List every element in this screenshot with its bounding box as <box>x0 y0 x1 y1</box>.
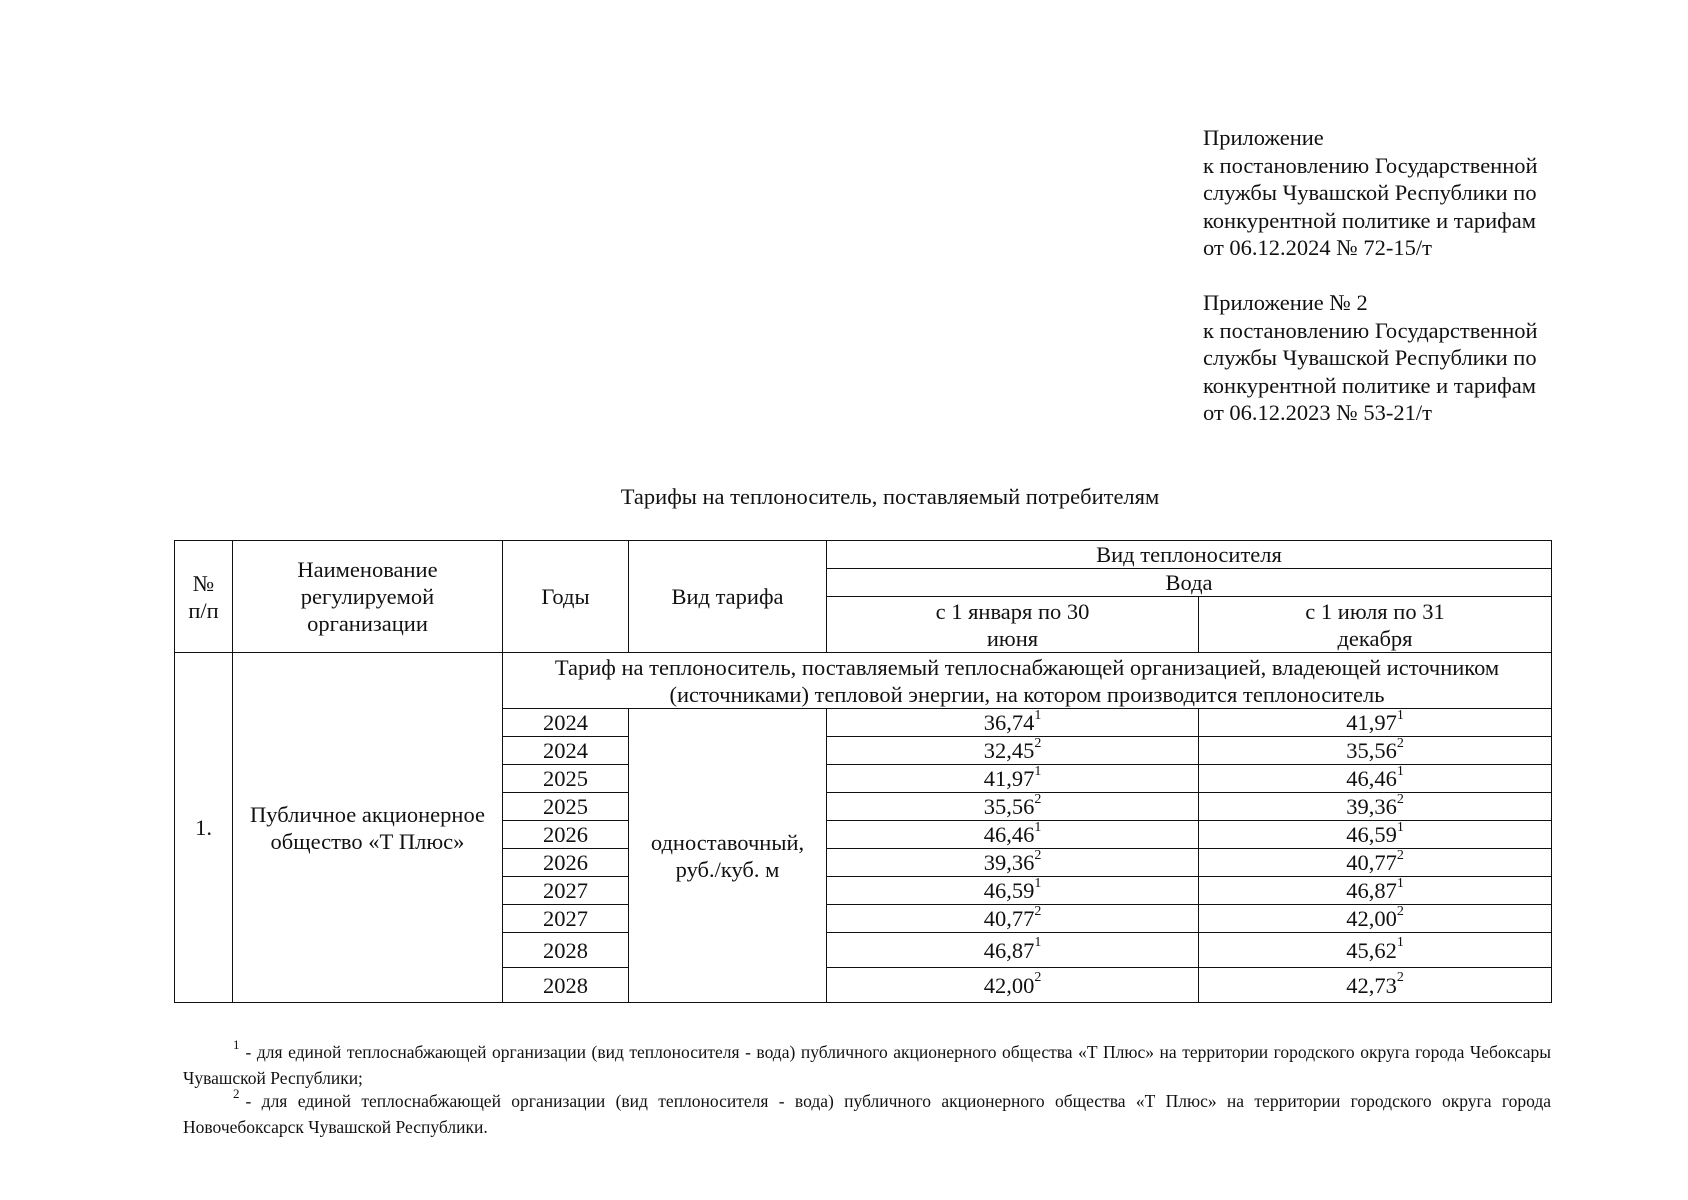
tariff-h2-cell <box>1199 737 1552 765</box>
tariff-value: 46,59 <box>983 878 1035 903</box>
footnote-ref: 1 <box>1396 764 1404 779</box>
tariff-h1-cell <box>827 793 1199 821</box>
tariff-value: 40,77 <box>1346 850 1397 875</box>
organization-name: Публичное акционерное общество «Т Плюс» <box>233 653 503 1003</box>
tariff-h2-cell <box>1199 849 1552 877</box>
footnote-ref: 2 <box>1396 970 1404 985</box>
header-period-2: с 1 июля по 31 декабря <box>1199 597 1552 653</box>
footnote-ref: 1 <box>1396 935 1404 950</box>
tariff-value: 46,59 <box>1346 822 1397 847</box>
footnote-ref: 1 <box>1396 708 1404 723</box>
tariff-value: 42,00 <box>983 972 1035 998</box>
appendix-line: службы Чувашской Республики по <box>1203 345 1537 370</box>
footnote-mark: 2 <box>233 1086 240 1101</box>
footnote-mark: 1 <box>233 1037 240 1052</box>
tariff-value: 42,73 <box>1346 972 1397 998</box>
tariff-value: 36,74 <box>983 710 1035 735</box>
header-carrier-type: Вид теплоносителя <box>827 541 1552 569</box>
footnote-ref: 2 <box>1396 736 1404 751</box>
tariff-value: 45,62 <box>1346 937 1397 963</box>
tariff-value: 42,00 <box>1346 906 1397 931</box>
year-cell: 2025 <box>503 765 629 793</box>
footnote-ref: 1 <box>1034 764 1042 779</box>
appendix-line: конкурентной политике и тарифам <box>1203 372 1536 398</box>
footnote <box>183 1037 1551 1091</box>
tariff-h1-cell <box>827 877 1199 905</box>
appendix-line: к постановлению Государственной <box>1203 317 1538 343</box>
footnote-ref: 2 <box>1034 792 1042 807</box>
header-number: № п/п <box>175 541 233 653</box>
tariff-h2-cell <box>1199 968 1552 1003</box>
tariff-value: 46,87 <box>983 937 1035 963</box>
footnote-ref: 2 <box>1396 904 1404 919</box>
year-cell: 2027 <box>503 877 629 905</box>
tariff-h1-cell <box>827 821 1199 849</box>
footnote <box>183 1086 1551 1140</box>
footnote-ref: 1 <box>1034 820 1042 835</box>
appendix-line: конкурентной политике и тарифам <box>1203 207 1536 233</box>
footnote-ref: 1 <box>1034 935 1042 950</box>
page-title: Тарифы на теплоноситель, поставляемый потребителям <box>620 484 1160 509</box>
appendix-line: от 06.12.2023 № 53-21/т <box>1203 400 1432 425</box>
tariff-h1-cell <box>827 709 1199 737</box>
footnote-ref: 1 <box>1034 876 1042 891</box>
year-cell: 2026 <box>503 821 629 849</box>
footnote-ref: 1 <box>1396 876 1404 891</box>
year-cell: 2026 <box>503 849 629 877</box>
tariff-value: 32,45 <box>983 738 1035 763</box>
header-years: Годы <box>503 541 629 653</box>
tariff-h2-cell <box>1199 933 1552 968</box>
tariff-value: 46,87 <box>1346 878 1397 903</box>
tariff-table <box>174 540 1552 1003</box>
appendix-line: Приложение № 2 <box>1203 290 1368 315</box>
footnote-ref: 2 <box>1034 970 1042 985</box>
header-water: Вода <box>827 569 1552 597</box>
tariff-h2-cell <box>1199 709 1552 737</box>
header-organization: Наименование регулируемой организации <box>233 541 503 653</box>
tariff-value: 39,36 <box>983 850 1035 875</box>
tariff-value: 46,46 <box>1346 766 1397 791</box>
section-description: Тариф на теплоноситель, поставляемый теплоснабжающей организацией, владеющей источником (источниками) тепловой энергии, на котором производится теплоноситель <box>503 653 1552 709</box>
footnote-ref: 2 <box>1034 848 1042 863</box>
tariff-h1-cell <box>827 905 1199 933</box>
footnote-ref: 2 <box>1034 736 1042 751</box>
year-cell: 2024 <box>503 709 629 737</box>
tariff-h2-cell <box>1199 905 1552 933</box>
appendix-line: службы Чувашской Республики по <box>1203 180 1537 205</box>
tariff-value: 41,97 <box>1346 710 1397 735</box>
tariff-h2-cell <box>1199 877 1552 905</box>
tariff-value: 35,56 <box>983 794 1035 819</box>
tariff-h1-cell <box>827 849 1199 877</box>
tariff-value: 39,36 <box>1346 794 1397 819</box>
tariff-h2-cell <box>1199 765 1552 793</box>
appendix-current-header <box>1203 124 1623 262</box>
year-cell: 2024 <box>503 737 629 765</box>
tariff-type-cell: одноставочный, руб./куб. м <box>629 709 827 1003</box>
tariff-value: 40,77 <box>983 906 1035 931</box>
footnote-text: - для единой теплоснабжающей организации (вид теплоносителя - вода) публичного акционерного общества «Т Плюс» на территории городского округа города Чебоксары Чувашской Республики; <box>183 1042 1551 1088</box>
footnote-ref: 1 <box>1396 820 1404 835</box>
footnote-text: - для единой теплоснабжающей организации (вид теплоносителя - вода) публичного акционерного общества «Т Плюс» на территории городского округа города Новочебоксарск Чувашской Республики. <box>183 1091 1551 1137</box>
appendix-previous-header <box>1203 289 1623 427</box>
tariff-h1-cell <box>827 737 1199 765</box>
footnote-ref: 2 <box>1396 848 1404 863</box>
tariff-h2-cell <box>1199 821 1552 849</box>
tariff-value: 35,56 <box>1346 738 1397 763</box>
year-cell: 2025 <box>503 793 629 821</box>
header-period-1: с 1 января по 30 июня <box>827 597 1199 653</box>
appendix-line: к постановлению Государственной <box>1203 152 1538 178</box>
footnote-ref: 1 <box>1034 708 1042 723</box>
footnote-ref: 2 <box>1396 792 1404 807</box>
tariff-h1-cell <box>827 968 1199 1003</box>
year-cell: 2027 <box>503 905 629 933</box>
footnote-ref: 2 <box>1034 904 1042 919</box>
header-tariff-type: Вид тарифа <box>629 541 827 653</box>
tariff-value: 41,97 <box>983 766 1035 791</box>
year-cell: 2028 <box>503 968 629 1003</box>
tariff-h2-cell <box>1199 793 1552 821</box>
tariff-h1-cell <box>827 765 1199 793</box>
tariff-value: 46,46 <box>983 822 1035 847</box>
appendix-line: Приложение <box>1203 125 1324 150</box>
appendix-line: от 06.12.2024 № 72-15/т <box>1203 235 1432 260</box>
year-cell: 2028 <box>503 933 629 968</box>
row-number: 1. <box>175 653 233 1003</box>
tariff-h1-cell <box>827 933 1199 968</box>
